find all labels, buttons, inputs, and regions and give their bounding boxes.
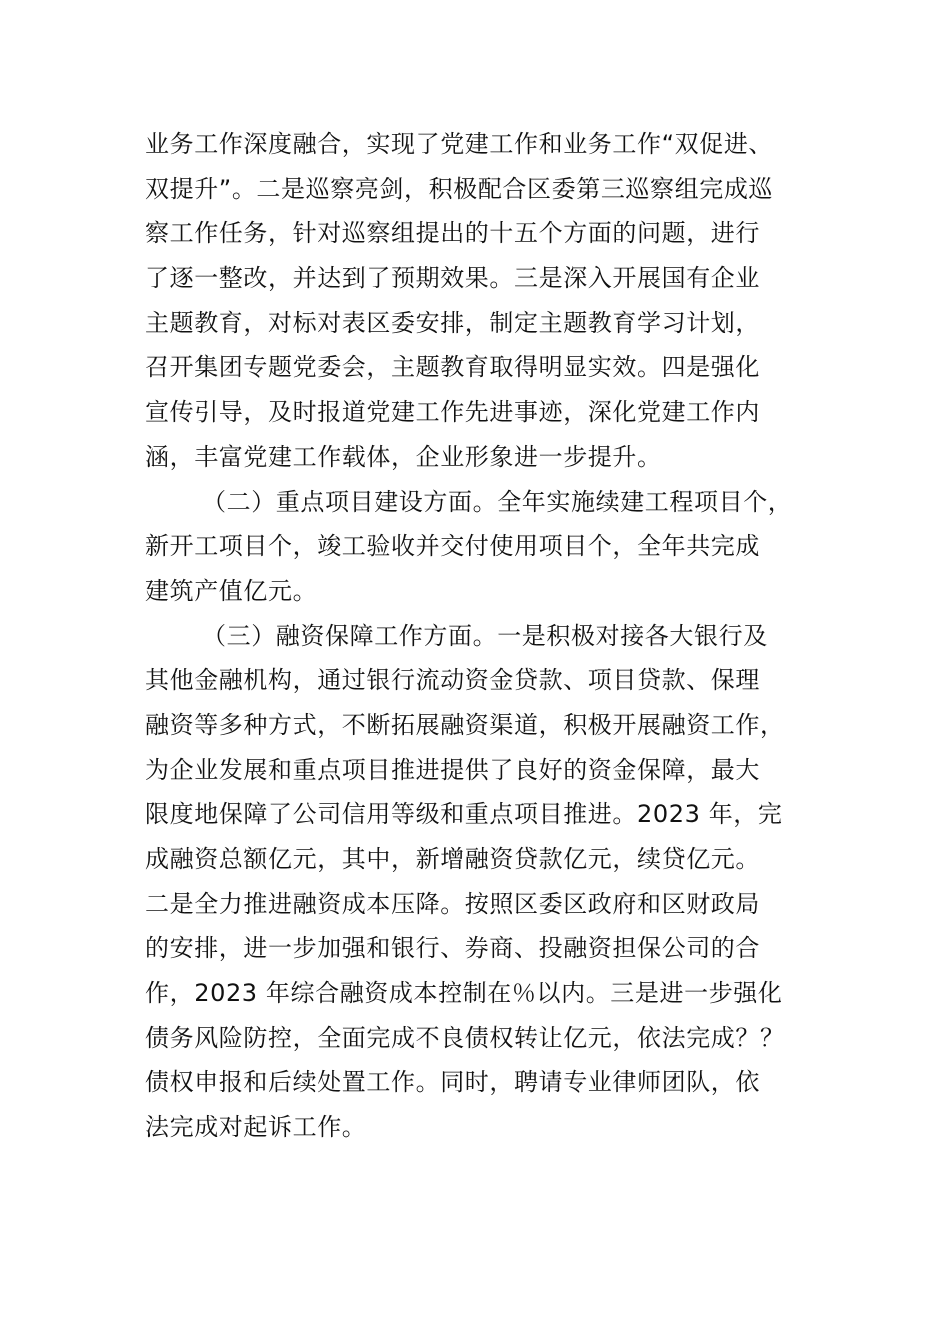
section-3-line-8: 的安排，进一步加强和银行、券商、投融资担保公司的合 <box>145 934 760 963</box>
section-3-line-2: 其他金融机构，通过银行流动资金贷款、项目贷款、保理 <box>145 666 760 695</box>
section-3-line-9: 作，2023 年综合融资成本控制在％以内。三是进一步强化 <box>145 979 783 1008</box>
paragraph-1-line-5: 主题教育，对标对表区委安排，制定主题教育学习计划， <box>145 308 760 337</box>
paragraph-1-line-4: 了逐一整改，并达到了预期效果。三是深入开展国有企业 <box>145 264 760 293</box>
section-2-line-3: 建筑产值亿元。 <box>145 576 318 605</box>
section-2-heading-line: （二）重点项目建设方面。全年实施续建工程项目个， <box>202 487 793 516</box>
section-3-line-10: 债务风险防控，全面完成不良债权转让亿元，依法完成？？ <box>145 1023 785 1052</box>
section-3-line-7: 二是全力推进融资成本压降。按照区委区政府和区财政局 <box>145 889 760 918</box>
section-2-line-2: 新开工项目个，竣工验收并交付使用项目个，全年共完成 <box>145 532 760 561</box>
section-3-line-12: 法完成对起诉工作。 <box>145 1113 367 1142</box>
section-3-line-3: 融资等多种方式，不断拓展融资渠道，积极开展融资工作， <box>145 710 785 739</box>
section-3-line-4: 为企业发展和重点项目推进提供了良好的资金保障，最大 <box>145 755 760 784</box>
paragraph-1-line-7: 宣传引导，及时报道党建工作先进事迹，深化党建工作内 <box>145 398 760 427</box>
document-body <box>145 122 815 1150</box>
section-3-line-5: 限度地保障了公司信用等级和重点项目推进。2023 年，完 <box>145 800 783 829</box>
section-3-line-11: 债权申报和后续处置工作。同时，聘请专业律师团队，依 <box>145 1068 760 1097</box>
paragraph-1-line-8: 涵，丰富党建工作载体，企业形象进一步提升。 <box>145 442 662 471</box>
section-3-heading-line: （三）融资保障工作方面。一是积极对接各大银行及 <box>202 621 768 650</box>
paragraph-1-line-3: 察工作任务，针对巡察组提出的十五个方面的问题，进行 <box>145 219 760 248</box>
paragraph-1-line-2: 双提升”。二是巡察亮剑，积极配合区委第三巡察组完成巡 <box>145 174 774 203</box>
paragraph-1-line-1: 业务工作深度融合，实现了党建工作和业务工作“双促进、 <box>145 130 774 158</box>
paragraph-1-line-6: 召开集团专题党委会，主题教育取得明显实效。四是强化 <box>145 353 760 382</box>
section-3-line-6: 成融资总额亿元，其中，新增融资贷款亿元，续贷亿元。 <box>145 845 760 873</box>
